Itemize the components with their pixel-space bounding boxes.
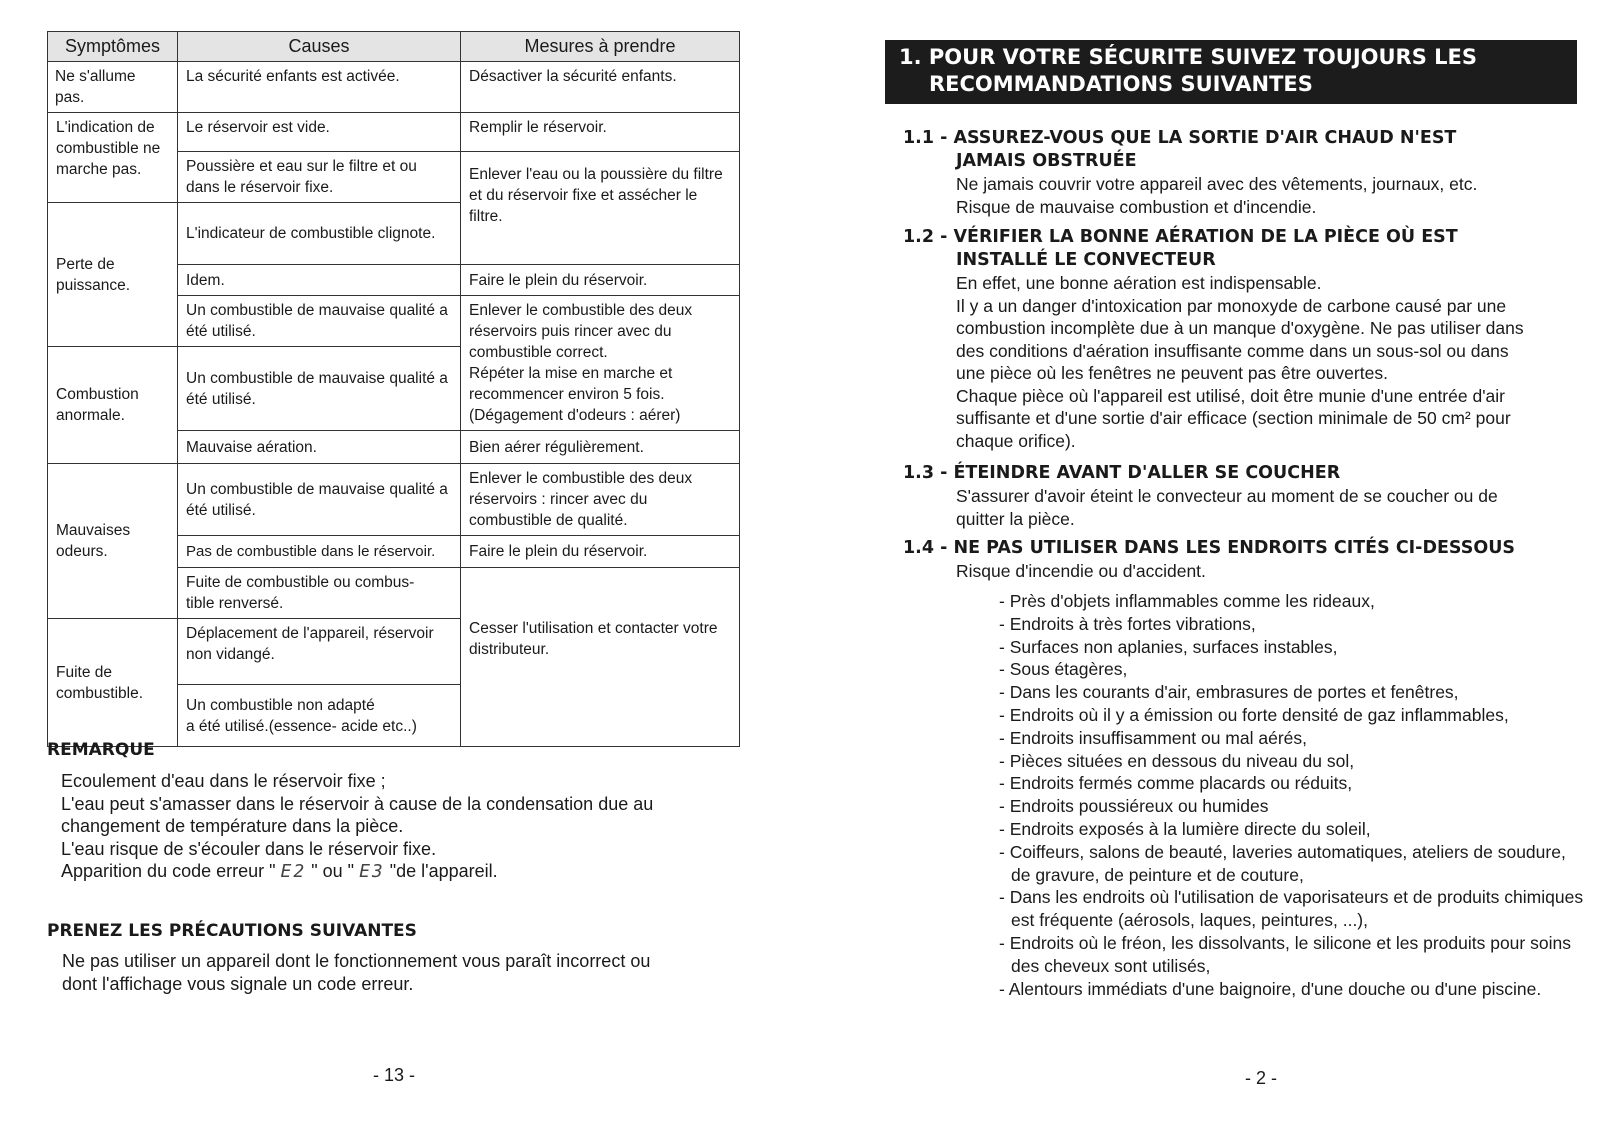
safety-banner	[885, 40, 1577, 104]
header-symptoms: Symptômes	[48, 32, 178, 62]
cause-cell: Un combustible de mauvaise qualité a été utilisé.	[178, 464, 461, 536]
page-number-left: - 13 -	[373, 1065, 416, 1085]
measure-cell: Faire le plein du réservoir.	[461, 265, 740, 296]
remarque-title: REMARQUE	[47, 740, 155, 760]
cause-cell: Idem.	[178, 265, 461, 296]
symptom-cell: Mauvaises odeurs.	[48, 464, 178, 619]
table-row	[48, 113, 740, 152]
section-body: En effet, une bonne aération est indispensable. Il y a un danger d'intoxication par monoxyde de carbone causé par une combustion incomplète due à un manque d'oxygène. Ne pas utiliser dans des conditions d'aération insuffisante comme dans un sous-sol ou dans une pièce où les fenêtres ne peuvent pas être ouvertes. Chaque pièce où l'appareil est utilisé, doit être munie d'une entrée d'air suffisante et d'une sortie d'air efficace (section minimale de 50 cm² pour chaque orifice).	[956, 273, 1524, 451]
cause-cell: Fuite de combustible ou combus- tible renversé.	[178, 568, 461, 619]
cause-cell: Un combustible non adapté a été utilisé.(essence- acide etc..)	[178, 685, 461, 747]
precautions-title: PRENEZ LES PRÉCAUTIONS SUIVANTES	[47, 921, 417, 941]
measure-cell: Désactiver la sécurité enfants.	[461, 62, 740, 113]
error-code-e3: E3	[359, 861, 385, 882]
list-item: - Endroits fermés comme placards ou réduits,	[999, 773, 1353, 794]
section-body: S'assurer d'avoir éteint le convecteur au moment de se coucher ou de quitter la pièce.	[956, 486, 1498, 529]
measure-cell: Enlever le combustible des deux réservoirs puis rincer avec du combustible correct. Répéter la mise en marche et recommencer environ 5 fois. (Dégagement d'odeurs : aérer)	[461, 296, 740, 431]
measure-cell: Faire le plein du réservoir.	[461, 536, 740, 568]
section-1-2	[903, 226, 1593, 452]
list-item: - Dans les endroits où l'utilisation de vaporisateurs et de produits chimiques est fréquente (aérosols, laques, peintures, ...),	[999, 887, 1584, 931]
list-item: - Sous étagères,	[999, 659, 1128, 680]
list-item: - Alentours immédiats d'une baignoire, d'une douche ou d'une piscine.	[999, 978, 1542, 999]
error-line-mid: " ou "	[311, 861, 355, 881]
measure-cell: Bien aérer régulièrement.	[461, 431, 740, 464]
list-item: - Pièces situées en dessous du niveau du sol,	[999, 750, 1355, 771]
remarque-body: Ecoulement d'eau dans le réservoir fixe ; L'eau peut s'amasser dans le réservoir à cause de la condensation due au changement de température dans la pièce. L'eau risque de s'écouler dans le réservoir fixe.	[61, 771, 654, 859]
section-heading-line-2: JAMAIS OBSTRUÉE	[956, 151, 1137, 171]
error-line	[61, 861, 498, 881]
section-heading	[903, 226, 1593, 272]
section-heading-line-1: 1.1 - ASSUREZ-VOUS QUE LA SORTIE D'AIR CHAUD N'EST	[903, 128, 1457, 148]
error-line-start: Apparition du code erreur "	[61, 861, 276, 881]
banner-line-1: 1. POUR VOTRE SÉCURITE SUIVEZ TOUJOURS LES	[899, 45, 1477, 69]
cause-cell: Un combustible de mauvaise qualité a été utilisé.	[178, 296, 461, 347]
section-heading: 1.3 - ÉTEINDRE AVANT D'ALLER SE COUCHER	[903, 463, 1341, 483]
cause-cell: Poussière et eau sur le filtre et ou dans le réservoir fixe.	[178, 152, 461, 203]
section-heading-line-1: 1.2 - VÉRIFIER LA BONNE AÉRATION DE LA PIÈCE OÙ EST	[903, 227, 1458, 247]
cause-cell: L'indicateur de combustible clignote.	[178, 203, 461, 265]
hazard-list	[999, 590, 1589, 1000]
list-item: - Endroits exposés à la lumière directe du soleil,	[999, 818, 1371, 839]
measure-cell: Enlever l'eau ou la poussière du filtre et du réservoir fixe et assécher le filtre.	[461, 152, 740, 265]
section-1-3	[903, 462, 1593, 530]
section-heading-line-2: INSTALLÉ LE CONVECTEUR	[956, 250, 1216, 270]
section-heading: 1.4 - NE PAS UTILISER DANS LES ENDROITS CITÉS CI-DESSOUS	[903, 538, 1516, 558]
cause-cell: Un combustible de mauvaise qualité a été utilisé.	[178, 347, 461, 431]
banner-line-2: RECOMMANDATIONS SUIVANTES	[929, 72, 1313, 96]
symptom-cell: Combustion anormale.	[48, 347, 178, 464]
symptom-cell: Perte de puissance.	[48, 203, 178, 347]
section-1-4	[903, 537, 1593, 583]
section-body: Ne jamais couvrir votre appareil avec des vêtements, journaux, etc. Risque de mauvaise combustion et d'incendie.	[956, 174, 1478, 217]
list-item: - Endroits à très fortes vibrations,	[999, 613, 1256, 634]
cause-cell: Mauvaise aération.	[178, 431, 461, 464]
list-item: - Endroits insuffisamment ou mal aérés,	[999, 727, 1308, 748]
measure-cell: Remplir le réservoir.	[461, 113, 740, 152]
header-causes: Causes	[178, 32, 461, 62]
cause-cell: La sécurité enfants est activée.	[178, 62, 461, 113]
page-number-right: - 2 -	[1245, 1068, 1278, 1088]
list-item: - Endroits où il y a émission ou forte densité de gaz inflammables,	[999, 704, 1509, 725]
precautions-text: Ne pas utiliser un appareil dont le fonctionnement vous paraît incorrect ou dont l'affichage vous signale un code erreur.	[62, 951, 651, 994]
list-item: - Près d'objets inflammables comme les rideaux,	[999, 591, 1375, 611]
list-item: - Coiffeurs, salons de beauté, laveries automatiques, ateliers de soudure, de gravure, de peinture et de couture,	[999, 841, 1566, 885]
section-heading	[903, 127, 1593, 173]
symptom-cell: Fuite de combustible.	[48, 619, 178, 747]
list-item: - Endroits poussiéreux ou humides	[999, 796, 1269, 817]
cause-cell: Pas de combustible dans le réservoir.	[178, 536, 461, 568]
troubleshooting-table	[47, 31, 740, 747]
measure-cell: Cesser l'utilisation et contacter votre distributeur.	[461, 568, 740, 747]
error-code-e2: E2	[280, 861, 307, 882]
error-line-end: "de l'appareil.	[389, 861, 498, 881]
table-row	[48, 464, 740, 536]
remarque-text	[61, 770, 751, 884]
symptom-cell: L'indication de combustible ne marche pas.	[48, 113, 178, 203]
section-1-1	[903, 127, 1593, 218]
list-item: - Dans les courants d'air, embrasures de portes et fenêtres,	[999, 682, 1459, 703]
symptom-cell: Ne s'allume pas.	[48, 62, 178, 113]
list-item: - Surfaces non aplanies, surfaces instables,	[999, 636, 1338, 657]
cause-cell: Déplacement de l'appareil, réservoir non vidangé.	[178, 619, 461, 685]
header-measures: Mesures à prendre	[461, 32, 740, 62]
table-row	[48, 62, 740, 113]
cause-cell: Le réservoir est vide.	[178, 113, 461, 152]
list-item: - Endroits où le fréon, les dissolvants, le silicone et les produits pour soins des cheveux sont utilisés,	[999, 932, 1571, 976]
section-body: Risque d'incendie ou d'accident.	[956, 561, 1206, 581]
measure-cell: Enlever le combustible des deux réservoirs : rincer avec du combustible de qualité.	[461, 464, 740, 536]
table-header-row	[48, 32, 740, 62]
